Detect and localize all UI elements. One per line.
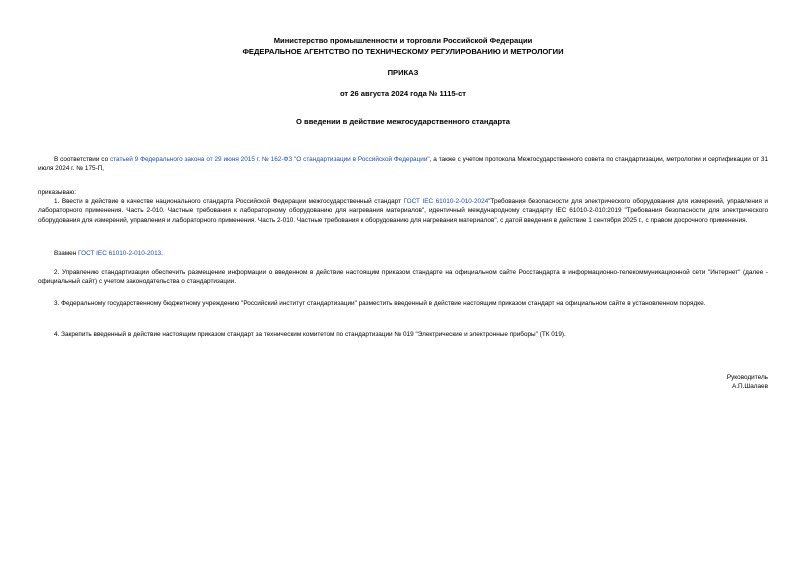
preamble-text-start: В соответствии со (54, 156, 110, 163)
replacement-text-start: Взамен (54, 250, 78, 257)
ministry-heading: Министерство промышленности и торговли Российской Федерации (273, 36, 533, 45)
item-2-paragraph: 2. Управлению стандартизации обеспечить размещение информации о введенном в действие настоящим приказом стандарте на официальном сайте Росстандарта в информационно-телекоммуникационной сети "Интернет" (далее - официальный сайт) с учетом законодательства о стандартизации. (38, 269, 768, 286)
item-3-paragraph: 3. Федеральному государственному бюджетному учреждению "Российский институт стандартизации" разместить введенный в действие настоящим приказом стандарт на официальном сайте в установленном порядке. (54, 300, 706, 307)
document-title: О введении в действие межгосударственного стандарта (296, 117, 510, 126)
document-date-number: от 26 августа 2024 года № 1115-ст (339, 89, 467, 98)
orders-label: приказываю: (38, 189, 76, 196)
agency-heading: ФЕДЕРАЛЬНОЕ АГЕНТСТВО ПО ТЕХНИЧЕСКОМУ РЕГУЛИРОВАНИЮ И МЕТРОЛОГИИ (242, 47, 564, 56)
item-1-text-end: "Требования безопасности для электрического оборудования для измерений, управления и лабораторного применения. Часть 2-010. Частные требования к лабораторному оборудованию для нагревания материалов", идентичный международному стандарту IEC 61010-2-010:2019 "Требования безопасности для электрического оборудования для измерений, управления и лабораторного применения. Часть 2-010. Частные требования к оборудованию для нагревания материалов", с датой введения в действие 1 сентября 2025 г., с правом досрочного применения. (38, 198, 769, 224)
preamble-paragraph (38, 155, 768, 174)
signatory-name: А.П.Шалаев (731, 383, 768, 390)
document-type: ПРИКАЗ (387, 68, 419, 77)
item-1-paragraph (38, 197, 768, 225)
signatory-position: Руководитель (726, 374, 768, 381)
federal-law-link[interactable]: статьей 9 Федерального закона от 29 июня 2015 г. № 162-ФЗ "О стандартизации в Российской Федерации" (109, 156, 430, 163)
preamble-text-end: , а также с учетом протокола Межгосударственного совета по стандартизации, метрологии и сертификации от 31 июля 2024 г. № 175-П, (38, 156, 769, 173)
item-4-paragraph: 4. Закрепить введенный в действие настоящим приказом стандарт за техническим комитетом по стандартизации № 019 "Электрические и электронные приборы" (ТК 019). (54, 331, 566, 338)
replacement-text-end: . (161, 250, 163, 257)
item-1-text-start: 1. Ввести в действие в качестве национального стандарта Российской Федерации межгосударственный стандарт (54, 198, 404, 205)
gost-2013-link[interactable]: ГОСТ IEC 61010-2-010-2013 (78, 250, 162, 257)
replacement-paragraph (38, 249, 768, 258)
gost-2024-link[interactable]: ГОСТ IEC 61010-2-010-2024 (403, 198, 489, 205)
